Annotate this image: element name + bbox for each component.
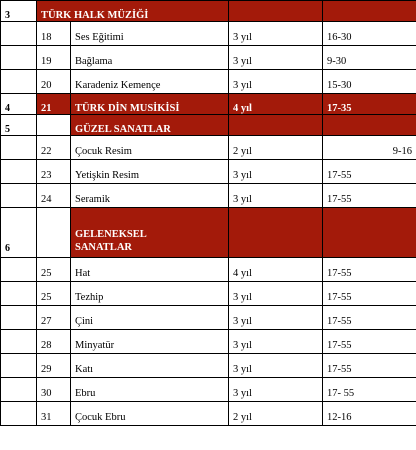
course-name: Çini [71,306,229,330]
course-number: 25 [37,258,71,282]
section-header-row [1,208,416,258]
course-number: 20 [37,70,71,94]
course-ages: 15-30 [323,70,416,94]
course-number: 19 [37,46,71,70]
section-title-line1: GELENEKSEL [75,229,147,240]
course-name: Tezhip [71,282,229,306]
course-number: 23 [37,160,71,184]
course-ages: 17-55 [323,258,416,282]
course-number: 27 [37,306,71,330]
course-ages: 17-55 [323,282,416,306]
table-row [1,70,416,94]
course-name: Ebru [71,378,229,402]
course-ages: 17-55 [323,306,416,330]
table-row [1,46,416,70]
course-duration: 2 yıl [229,136,323,160]
table-row [1,136,416,160]
section-number: 4 [1,94,37,115]
course-duration: 2 yıl [229,402,323,426]
course-ages: 16-30 [323,22,416,46]
course-name: Hat [71,258,229,282]
course-ages: 17-55 [323,184,416,208]
table-row [1,282,416,306]
section-title: TÜRK HALK MÜZİĞİ [37,1,229,22]
course-duration: 3 yıl [229,46,323,70]
table-row [1,378,416,402]
course-number: 31 [37,402,71,426]
course-duration: 4 yıl [229,258,323,282]
course-duration: 3 yıl [229,354,323,378]
course-ages: 17-35 [323,94,416,115]
course-name: Çocuk Resim [71,136,229,160]
course-ages: 12-16 [323,402,416,426]
section-header-row [1,115,416,136]
course-duration: 3 yıl [229,70,323,94]
section-number: 5 [1,115,37,136]
course-duration: 3 yıl [229,22,323,46]
course-name: Ses Eğitimi [71,22,229,46]
course-number: 30 [37,378,71,402]
course-name: Katı [71,354,229,378]
section-number: 6 [1,208,37,258]
section-title: GÜZEL SANATLAR [71,115,229,136]
course-duration: 4 yıl [229,94,323,115]
section-header-row [1,1,416,22]
course-ages: 17-55 [323,330,416,354]
course-number: 21 [37,94,71,115]
table-row [1,330,416,354]
course-ages: 17- 55 [323,378,416,402]
course-name: Karadeniz Kemençe [71,70,229,94]
course-number: 29 [37,354,71,378]
section-title: TÜRK DİN MUSİKİSİ [71,94,229,115]
section-title [71,208,229,258]
course-number: 28 [37,330,71,354]
course-name: Çocuk Ebru [71,402,229,426]
table-row [1,184,416,208]
table-row [1,354,416,378]
section-header-row [1,94,416,115]
table-row [1,402,416,426]
table-row [1,22,416,46]
course-ages: 9-16 [323,136,416,160]
course-number: 25 [37,282,71,306]
course-name: Bağlama [71,46,229,70]
table-row [1,160,416,184]
section-number: 3 [1,1,37,22]
section-title-line2: SANATLAR [75,242,132,253]
course-number: 24 [37,184,71,208]
course-duration: 3 yıl [229,330,323,354]
course-name: Yetişkin Resim [71,160,229,184]
course-number: 22 [37,136,71,160]
course-ages: 17-55 [323,354,416,378]
course-ages: 9-30 [323,46,416,70]
course-duration: 3 yıl [229,184,323,208]
course-name: Seramik [71,184,229,208]
table-row [1,306,416,330]
course-number: 18 [37,22,71,46]
course-ages: 17-55 [323,160,416,184]
table-row [1,258,416,282]
course-duration: 3 yıl [229,160,323,184]
course-name: Minyatür [71,330,229,354]
course-duration: 3 yıl [229,378,323,402]
course-duration: 3 yıl [229,306,323,330]
course-duration: 3 yıl [229,282,323,306]
